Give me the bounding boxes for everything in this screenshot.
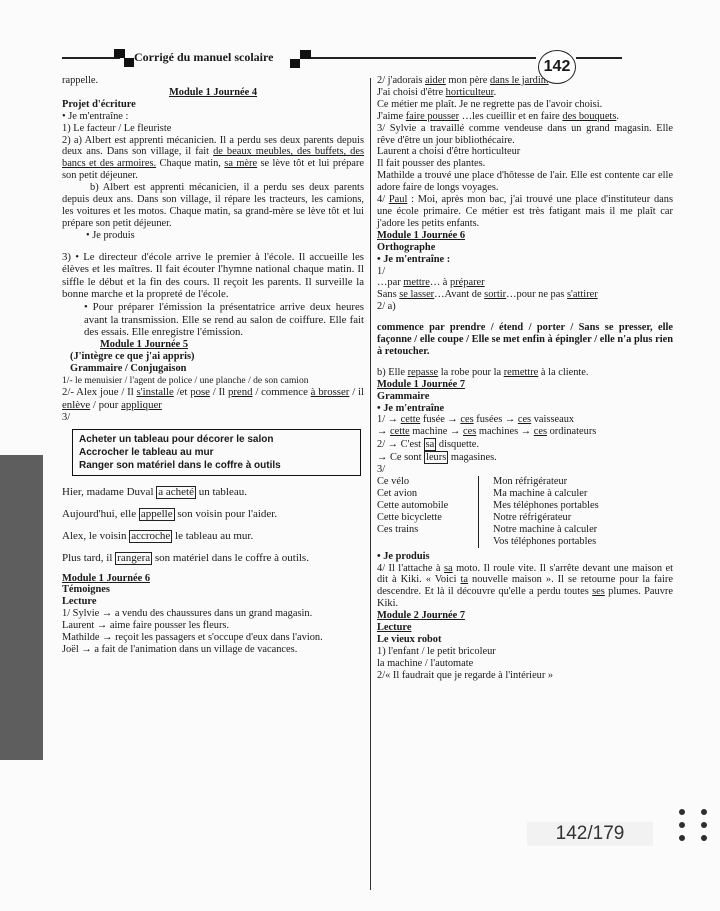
subheading: Lecture [377,622,412,634]
matching-columns [377,476,673,547]
matching-item: Ma machine à calculer [493,488,588,500]
scan-margin-shadow [0,455,43,760]
paragraph: b) Albert est apprenti mécanicien, il a perdu ses deux parents depuis deux ans. Dans son village, il répare les tracteurs, les camions, les voitures et les motos. Chaque matin, sa grand-mère se lève tôt et lui prépare son petit déjeuner. [62,182,364,229]
subheading: Projet d'écriture [62,98,136,110]
matching-item: Notre machine à calculer [493,523,598,535]
paragraph: 4/ Paul : Moi, après mon bac, j'ai trouvé une place d'instituteur dans une école primaire. Ce métier est très fatigant mais il me plaît car j'adore les petits enfants. [377,194,673,229]
text-line: 2/« Il faudrait que je regarde à l'intérieur » [377,669,554,681]
text-line: 1) Le facteur / Le fleuriste [62,122,172,134]
subheading: (J'intègre ce que j'ai appris) [70,350,195,362]
sentence: Aujourd'hui, elle appelle son voisin pour l'aider. [62,507,278,520]
matching-item: Cette automobile [377,500,449,511]
answer-box-line: Acheter un tableau pour décorer le salon [79,433,274,445]
subheading: Grammaire [377,390,430,402]
matching-item: Cette bicyclette [377,511,442,523]
header-rule [62,57,120,59]
section-heading: Module 1 Journée 5 [100,338,189,350]
section-heading: Module 1 Journée 6 [62,572,151,584]
column-divider [370,78,371,890]
paragraph: • Pour préparer l'émission la présentatrice arrive deux heures avant la transmission. Elle se rend au salon de coiffure. Elle fait des essais. Elle enregistre l'émission. [84,301,364,339]
text-line: Joël → a fait de l'animation dans un village de vacances. [62,644,298,655]
header-block [124,58,134,67]
header-block [300,50,311,59]
header-title: Corrigé du manuel scolaire [134,50,274,64]
text-line: 3/ [377,464,386,476]
text-line: Ce métier me plaît. Je ne regrette pas de l'avoir choisi. [377,98,603,110]
text-line: Laurent a choisi d'être horticulteur [377,146,521,158]
matching-right [479,476,599,547]
text-line: → cette machine → ces machines → ces ordinateurs [377,426,597,438]
text-line: 1) l'enfant / le petit bricoleur [377,645,496,657]
subheading: Le vieux robot [377,633,442,645]
answer-box-line: Accrocher le tableau au mur [79,446,214,458]
text-line: la machine / l'automate [377,657,474,669]
subheading: • Je m'entraîne [377,402,445,414]
paragraph: 2/- Alex joue / Il s'installe /et pose / Il prend / commence à brosser / il enlève / pour appliquer [62,386,364,412]
text-line: • Je m'entraîne : [62,110,129,122]
subheading: • Je m'entraîne : [377,253,451,265]
section-heading: Module 2 Journée 7 [377,610,466,622]
sentence: Plus tard, il rangera son matériel dans le coffre à outils. [62,551,309,564]
text-line: 2/ → C'est sa disquette. [377,439,479,451]
header-rule [311,57,536,59]
matching-item: Mon réfrigérateur [493,476,568,488]
paragraph: 2) a) Albert est apprenti mécanicien. Il a perdu ses deux parents depuis deux ans. Dans son village, il fait de beaux meubles, des buffets, des bancs et des armoires. Chaque matin, sa mère se lève tôt et lui prépare son petit déjeuner. [62,134,365,182]
subheading: • Je produis [377,550,430,562]
subheading: Témoignes [62,584,110,596]
matching-item: Mes téléphones portables [493,500,599,511]
text-line: Sans se lasser…Avant de sortir…pour ne pas s'attirer [377,289,598,301]
page-number-badge: 142 [538,50,576,84]
subheading: Grammaire / Conjugaison [70,362,187,374]
section-heading: Module 1 Journée 6 [377,229,466,241]
matching-item: Notre réfrigérateur [493,511,572,523]
text-line: Mathilde → reçoit les passagers et s'occupe d'eux dans l'avion. [62,632,323,644]
text-line: → Ce sont leurs magasines. [377,452,497,464]
section-heading: Module 1 Journée 4 [168,86,258,98]
text-line: • Je produis [86,229,135,241]
paragraph: 3/ Sylvie a travaillé comme vendeuse dans un grand magasin. Elle rêve d'être un jour bibliothécaire. [377,122,673,146]
matching-item: Ces trains [377,523,419,535]
header-block [114,49,125,58]
text-line: 3/ [62,411,71,423]
text-line: Il fait pousser des plantes. [377,158,486,170]
text-line: J'aime faire pousser …les cueillir et en faire des bouquets. [377,110,619,122]
header-block [290,59,300,68]
text-line: 1/ [377,265,386,277]
answer-box [72,429,361,476]
paragraph: Mathilde a trouvé une place d'hôtesse de l'air. Elle est contente car elle adore faire de longs voyages. [377,170,673,194]
subheading: Orthographe [377,241,436,253]
subheading: Lecture [62,596,97,608]
text-line: b) Elle repasse la robe pour la remettre à la cliente. [377,366,589,378]
text-line: 1/ Sylvie → a vendu des chaussures dans un grand magasin. [62,608,313,620]
right-column [377,75,673,682]
text-line: 2/ a) [377,301,396,313]
matching-item: Cet avion [377,488,418,500]
matching-left [377,476,479,547]
more-dots-icon[interactable] [676,806,716,852]
text-line: …par mettre… à préparer [377,277,485,289]
section-heading: Module 1 Journée 7 [377,378,466,390]
matching-item: Vos téléphones portables [493,535,597,547]
header-rule [576,57,622,59]
matching-item: Ce vélo [377,476,410,488]
paragraph: 3) • Le directeur d'école arrive le premier à l'école. Il accueille les élèves et les maîtres. Il fait écouter l'hymne national chaque matin. Il siffle le début et la fin des cours. Il reçoit les parents. Il surveille la bonne marche et la propreté de l'école. [62,250,364,301]
text-line: J'ai choisi d'être horticulteur. [377,86,497,98]
page-counter: 142/179 [527,822,653,846]
answer-box-line: Ranger son matériel dans le coffre à outils [79,459,281,471]
sentence: Hier, madame Duval a acheté un tableau. [62,485,247,498]
paragraph: 4/ Il l'attache à sa moto. Il roule vite. Il s'arrête devant une maison et dit à Kiki. « Voici ta nouvelle maison ». Il se retourne pour la faire descendre. Et là il découvre qu'elle a perdu toutes ses plumes. Pauvre Kiki. [377,562,673,610]
left-column [62,75,364,656]
text-line: Laurent → aime faire pousser les fleurs. [62,620,230,632]
sentence: Alex, le voisin accroche le tableau au mur. [62,529,254,542]
text-line: 2/ j'adorais aider mon père dans le jardin. [377,75,549,86]
text-line: 1/ → cette fusée → ces fusées → ces vaisseaux [377,414,575,426]
paragraph: commence par prendre / étend / porter / Sans se presser, elle façonne / elle coupe / Elle se met enfin à épingler / elle n'a plus rien à retoucher. [377,322,673,357]
text-line: rappelle. [62,75,99,86]
text-line: 1/- le menuisier / l'agent de police / une planche / de son camion [62,374,309,386]
